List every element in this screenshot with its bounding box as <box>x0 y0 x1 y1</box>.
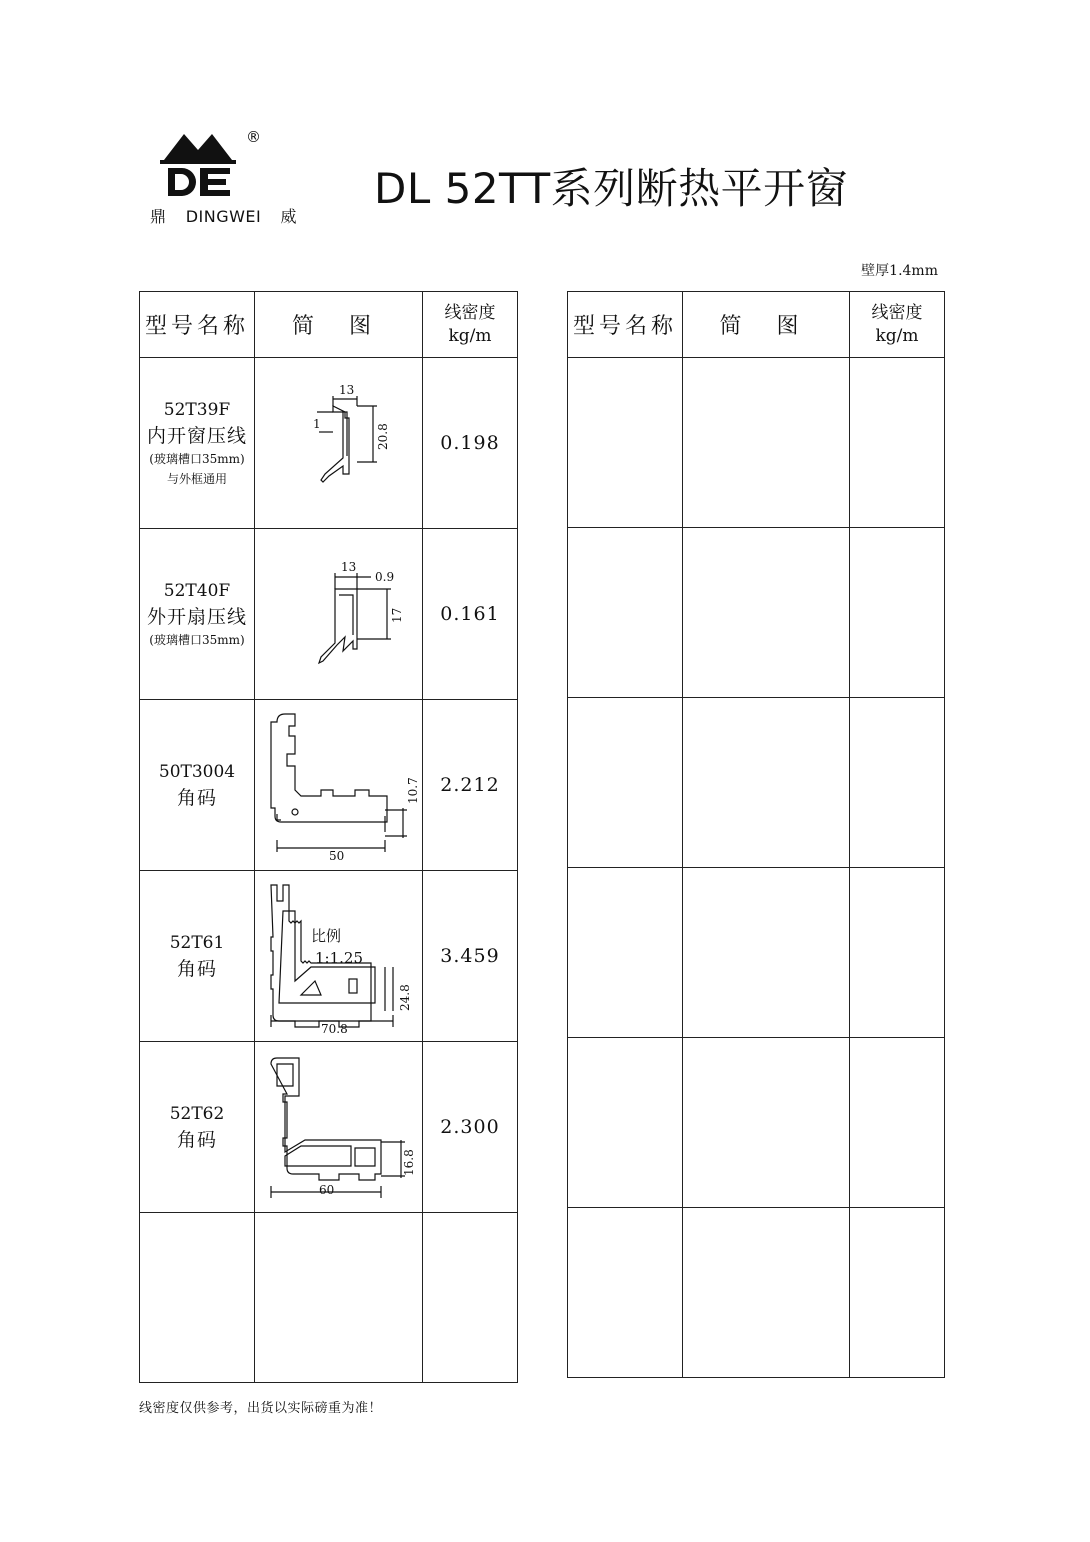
model-code: 50T3004 <box>158 762 236 782</box>
table-header-row <box>140 292 518 358</box>
dim-height: 24.8 <box>398 984 412 1011</box>
model-code: 52T62 <box>169 1104 225 1124</box>
dim-height: 20.8 <box>376 423 390 450</box>
table-row <box>140 1042 518 1213</box>
model-cell <box>568 1038 683 1208</box>
table-row <box>140 358 518 529</box>
model-desc: 外开扇压线 <box>146 606 247 628</box>
header-density-label: 线密度 <box>444 302 496 323</box>
model-cell <box>568 358 683 528</box>
model-desc: 角码 <box>176 1129 217 1151</box>
profile-52t40f-drawing <box>255 529 422 699</box>
table-row <box>140 1213 518 1383</box>
brand-name: DINGWEI <box>185 207 262 226</box>
header-sketch: 简 图 <box>255 292 423 358</box>
sketch-cell <box>255 529 423 700</box>
table-header-row <box>568 292 945 358</box>
dim-width: 13 <box>341 560 357 574</box>
profile-52t62-drawing <box>255 1042 422 1212</box>
page-title: DL 52TT系列断热平开窗 <box>374 164 849 213</box>
model-desc: 角码 <box>176 958 217 980</box>
sketch-cell <box>255 1042 423 1213</box>
model-cell <box>140 1213 255 1383</box>
profile-table-right <box>567 291 945 1378</box>
dim-lip: 1 <box>313 417 321 431</box>
density-value: 3.459 <box>423 871 518 1042</box>
brand-name-line <box>150 204 297 227</box>
dim-lip: 0.9 <box>375 570 395 584</box>
density-value <box>850 868 945 1038</box>
density-value: 0.198 <box>423 358 518 529</box>
registered-mark: ® <box>246 128 261 146</box>
dim-height: 16.8 <box>402 1149 416 1176</box>
table-row <box>140 871 518 1042</box>
dim-width: 60 <box>319 1183 335 1197</box>
table-row <box>568 358 945 528</box>
density-value: 2.300 <box>423 1042 518 1213</box>
sketch-cell <box>255 700 423 871</box>
dim-width: 70.8 <box>321 1022 348 1036</box>
model-desc: 角码 <box>176 787 217 809</box>
model-note: (玻璃槽口35mm) <box>149 633 245 647</box>
table-row <box>140 700 518 871</box>
density-value <box>850 358 945 528</box>
density-value: 0.161 <box>423 529 518 700</box>
profile-52t39f-drawing <box>255 358 422 528</box>
density-value <box>423 1213 518 1383</box>
sketch-cell <box>683 1038 850 1208</box>
table-row <box>568 1208 945 1378</box>
brand-logo <box>150 128 297 228</box>
table-row <box>568 698 945 868</box>
model-code: 52T39F <box>163 400 231 420</box>
header-model: 型号名称 <box>140 292 255 358</box>
table-row <box>568 528 945 698</box>
model-desc: 内开窗压线 <box>146 425 247 447</box>
model-cell <box>568 528 683 698</box>
sketch-cell <box>683 1208 850 1378</box>
density-value <box>850 698 945 868</box>
sketch-cell <box>683 528 850 698</box>
wall-thickness: 壁厚1.4mm <box>861 263 938 279</box>
header-density <box>423 292 518 358</box>
sketch-cell <box>683 698 850 868</box>
scale-label: 比例 <box>311 927 342 945</box>
profile-50t3004-drawing <box>255 700 422 870</box>
header-density-label: 线密度 <box>871 302 923 323</box>
model-note-2: 与外框通用 <box>166 472 227 486</box>
table-row <box>140 529 518 700</box>
brand-left-char: 鼎 <box>150 207 167 226</box>
model-cell <box>140 358 255 529</box>
density-value <box>850 1038 945 1208</box>
table-row <box>568 868 945 1038</box>
model-cell <box>568 868 683 1038</box>
dingwei-logo-icon <box>150 128 246 200</box>
density-value: 2.212 <box>423 700 518 871</box>
dim-height: 10.7 <box>406 777 420 804</box>
model-cell <box>140 700 255 871</box>
sketch-cell <box>255 871 423 1042</box>
dim-width: 50 <box>329 849 345 863</box>
dim-width: 13 <box>339 383 355 397</box>
scale-ratio: 1:1.25 <box>315 949 363 967</box>
profile-table-left <box>139 291 518 1383</box>
density-value <box>850 1208 945 1378</box>
model-note: (玻璃槽口35mm) <box>149 452 245 466</box>
density-value <box>850 528 945 698</box>
header-density <box>850 292 945 358</box>
dim-height: 17 <box>390 607 404 623</box>
footer-note: 线密度仅供参考，出货以实际磅重为准！ <box>139 1401 383 1416</box>
profile-52t61-drawing <box>255 871 422 1041</box>
sketch-cell <box>683 358 850 528</box>
model-cell <box>140 871 255 1042</box>
sketch-cell <box>255 1213 423 1383</box>
table-row <box>568 1038 945 1208</box>
header-density-unit: kg/m <box>875 325 919 346</box>
header-model: 型号名称 <box>568 292 683 358</box>
model-code: 52T40F <box>163 581 231 601</box>
brand-right-char: 威 <box>280 207 297 226</box>
model-cell <box>568 1208 683 1378</box>
model-cell <box>568 698 683 868</box>
header-density-unit: kg/m <box>448 325 492 346</box>
model-code: 52T61 <box>169 933 225 953</box>
model-cell <box>140 529 255 700</box>
model-cell <box>140 1042 255 1213</box>
sketch-cell <box>255 358 423 529</box>
sketch-cell <box>683 868 850 1038</box>
header-sketch: 简 图 <box>683 292 850 358</box>
